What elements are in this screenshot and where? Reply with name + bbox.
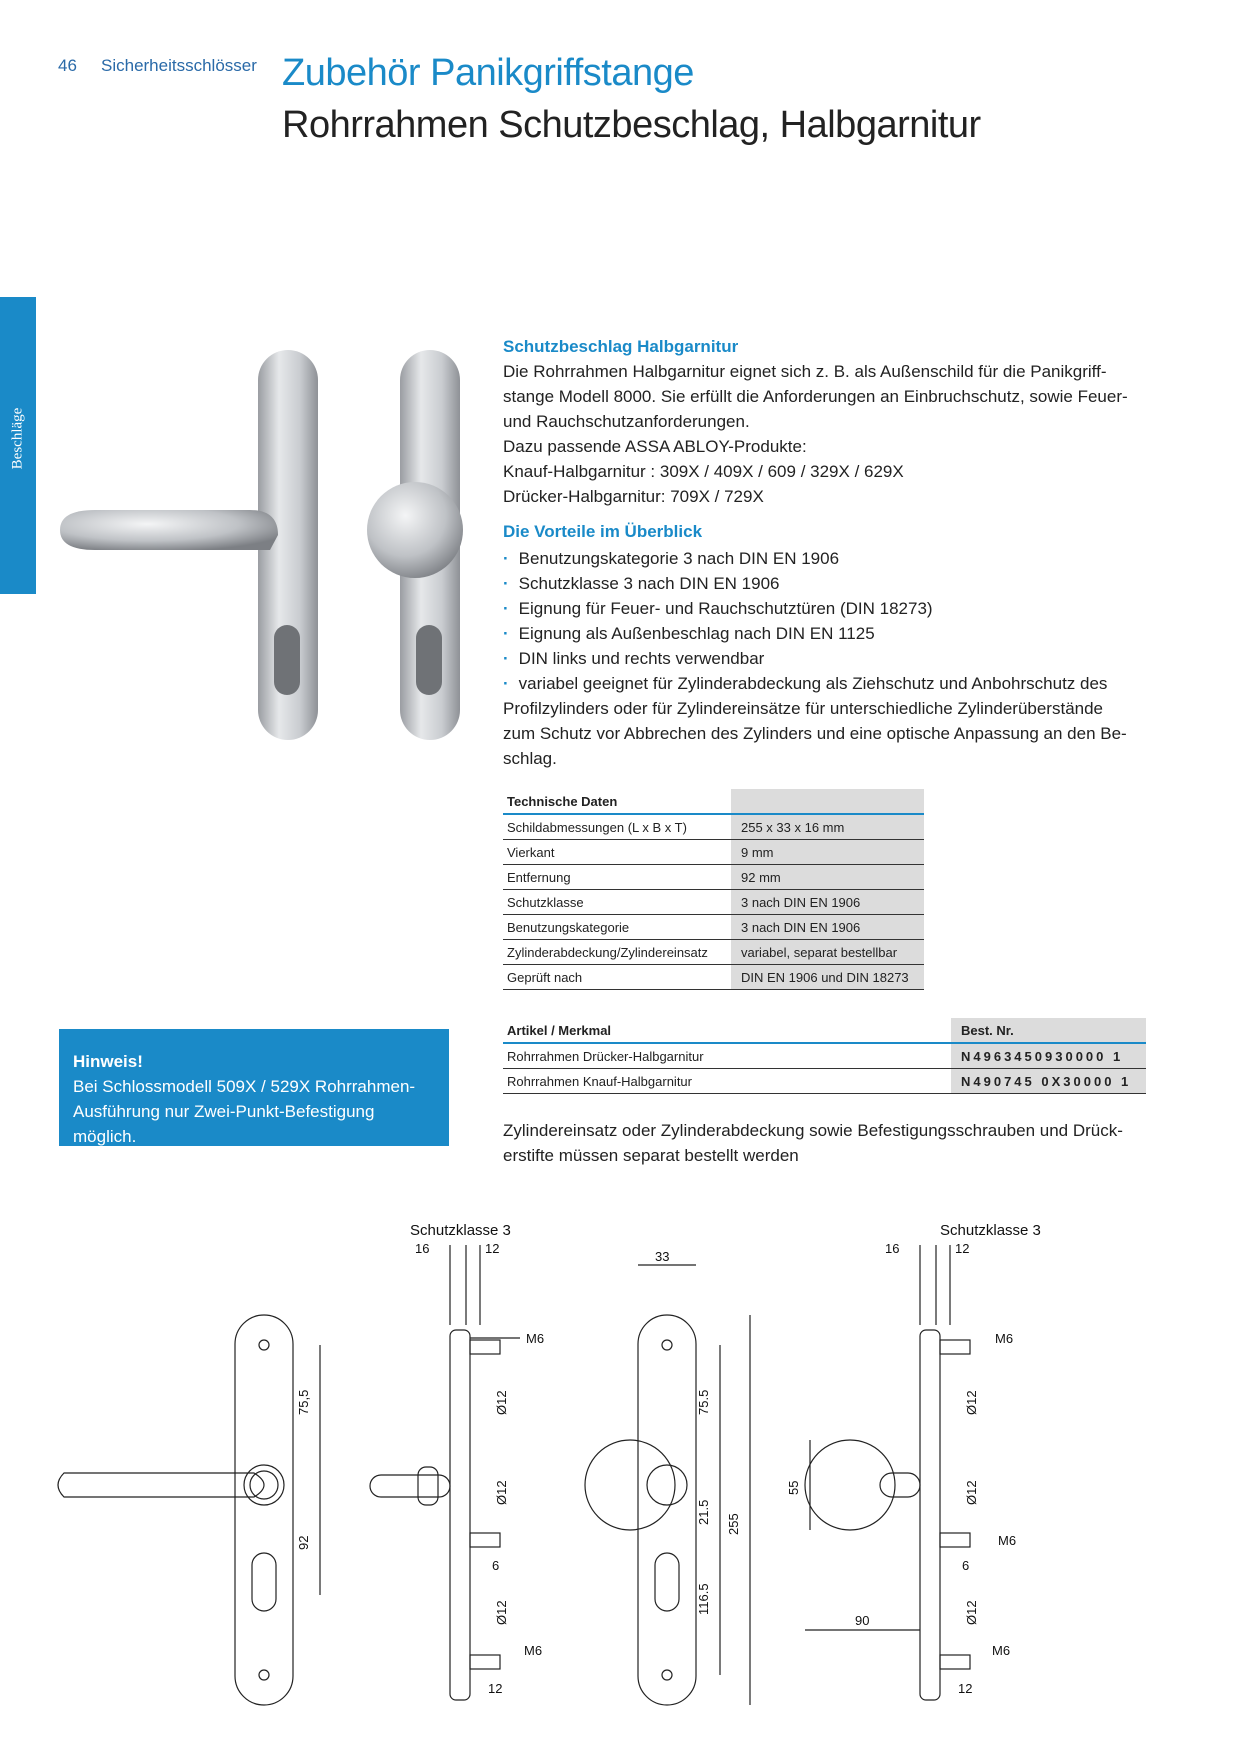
- svg-text:21.5: 21.5: [696, 1499, 711, 1525]
- svg-text:M6: M6: [995, 1331, 1014, 1346]
- drawing-label-right: Schutzklasse 3: [940, 1222, 1041, 1239]
- table-header-value: Best. Nr.: [951, 1018, 1146, 1043]
- side-tab-label: Beschläge: [9, 407, 26, 470]
- lever-plate-front: [235, 1315, 293, 1705]
- svg-text:M6: M6: [992, 1643, 1011, 1658]
- table-row: Schildabmessungen (L x B x T) 255 x 33 x 16 mm: [503, 814, 924, 840]
- lever-handle: [60, 510, 278, 550]
- tech-data-table: [503, 789, 924, 990]
- table-header-label: Artikel / Merkmal: [503, 1018, 951, 1043]
- intro-block: [503, 334, 1143, 509]
- knob-plate-side: [920, 1330, 940, 1700]
- lever-plate-side: [450, 1330, 470, 1700]
- list-item: · variabel geeignet für Zylinderabdeckung als Ziehschutz und Anbohrschutz des: [503, 671, 1143, 696]
- table-header: [503, 789, 924, 814]
- table-row: Rohrrahmen Knauf-Halbgarnitur N490745 0X30000 1: [503, 1069, 1146, 1094]
- table-row: Entfernung 92 mm: [503, 865, 924, 890]
- intro-line: Dazu passende ASSA ABLOY-Produkte:: [503, 437, 807, 456]
- intro-line: Die Rohrrahmen Halbgarnitur eignet sich z. B. als Außenschild für die Panikgriff-: [503, 362, 1107, 381]
- svg-text:M6: M6: [524, 1643, 543, 1658]
- list-item-continuation: zum Schutz vor Abbrechen des Zylinders und eine optische Anpassung an den Be-: [503, 724, 1127, 743]
- svg-text:12: 12: [488, 1681, 503, 1696]
- note-line: Bei Schlossmodell 509X / 529X Rohrrahmen-: [73, 1077, 416, 1096]
- section-label: Sicherheitsschlösser: [101, 56, 257, 75]
- benefits-block: [503, 522, 1143, 771]
- list-item: · DIN links und rechts verwendbar: [503, 646, 1143, 671]
- svg-text:116.5: 116.5: [696, 1583, 711, 1615]
- list-item: · Eignung für Feuer- und Rauchschutztüren (DIN 18273): [503, 596, 1143, 621]
- product-photo: [40, 325, 480, 745]
- note-line: Ausführung nur Zwei-Punkt-Befestigung möglich.: [73, 1102, 375, 1146]
- table-row: Benutzungskategorie 3 nach DIN EN 1906: [503, 915, 924, 940]
- page-title: Zubehör Panikgriffstange: [282, 52, 694, 94]
- svg-text:6: 6: [962, 1558, 970, 1573]
- svg-text:12: 12: [485, 1241, 500, 1256]
- svg-text:33: 33: [655, 1249, 670, 1264]
- technical-drawing: [40, 1215, 1120, 1715]
- intro-line: Knauf-Halbgarnitur : 309X / 409X / 609 / 329X / 629X: [503, 462, 904, 481]
- svg-text:Ø12: Ø12: [964, 1390, 979, 1415]
- page-subtitle: Rohrrahmen Schutzbeschlag, Halbgarnitur: [282, 104, 981, 146]
- knob-cylinder-hole: [416, 625, 442, 695]
- svg-text:12: 12: [955, 1241, 970, 1256]
- footnote-line: erstifte müssen separat bestellt werden: [503, 1146, 799, 1165]
- svg-text:Ø12: Ø12: [494, 1390, 509, 1415]
- lever-handle-front: [58, 1473, 264, 1497]
- page-number: 46: [58, 56, 77, 75]
- note-title: Hinweis!: [73, 1052, 143, 1071]
- svg-text:16: 16: [885, 1241, 900, 1256]
- svg-text:255: 255: [726, 1513, 741, 1535]
- svg-text:16: 16: [415, 1241, 430, 1256]
- list-item: · Benutzungskategorie 3 nach DIN EN 1906: [503, 546, 1143, 571]
- knob-front: [585, 1440, 675, 1530]
- note-box: [59, 1029, 449, 1146]
- svg-text:92: 92: [296, 1535, 311, 1550]
- table-row: Geprüft nach DIN EN 1906 und DIN 18273: [503, 965, 924, 990]
- svg-text:6: 6: [492, 1558, 500, 1573]
- list-item: · Schutzklasse 3 nach DIN EN 1906: [503, 571, 1143, 596]
- drawing-label-left: Schutzklasse 3: [410, 1222, 511, 1239]
- svg-text:Ø12: Ø12: [494, 1600, 509, 1625]
- lever-cylinder-hole: [274, 625, 300, 695]
- svg-text:12: 12: [958, 1681, 973, 1696]
- intro-line: Drücker-Halbgarnitur: 709X / 729X: [503, 487, 764, 506]
- svg-text:M6: M6: [526, 1331, 545, 1346]
- intro-line: stange Modell 8000. Sie erfüllt die Anforderungen an Einbruchschutz, sowie Feuer-: [503, 387, 1128, 406]
- table-header-label: Technische Daten: [503, 789, 731, 814]
- table-row: Rohrrahmen Drücker-Halbgarnitur N4963450930000 1: [503, 1043, 1146, 1069]
- list-item: · Eignung als Außenbeschlag nach DIN EN 1125: [503, 621, 1143, 646]
- list-item-continuation: Profilzylinders oder für Zylindereinsätze für unterschiedliche Zylinderüberstände: [503, 699, 1104, 718]
- table-row: Schutzklasse 3 nach DIN EN 1906: [503, 890, 924, 915]
- svg-text:Ø12: Ø12: [964, 1600, 979, 1625]
- table-row: Vierkant 9 mm: [503, 840, 924, 865]
- list-item-continuation: schlag.: [503, 749, 557, 768]
- intro-heading: Schutzbeschlag Halbgarnitur: [503, 337, 739, 356]
- svg-text:75.5: 75.5: [696, 1389, 711, 1415]
- article-table: [503, 1018, 1146, 1094]
- svg-text:75,5: 75,5: [296, 1389, 311, 1415]
- table-row: Zylinderabdeckung/Zylindereinsatz variabel, separat bestellbar: [503, 940, 924, 965]
- table-header: [503, 1018, 1146, 1043]
- footnote-line: Zylindereinsatz oder Zylinderabdeckung sowie Befestigungsschrauben und Drück-: [503, 1121, 1123, 1140]
- benefits-heading: Die Vorteile im Überblick: [503, 522, 703, 541]
- benefits-list: [503, 546, 1143, 696]
- intro-line: und Rauchschutzanforderungen.: [503, 412, 750, 431]
- svg-text:Ø12: Ø12: [964, 1480, 979, 1505]
- svg-text:M6: M6: [998, 1533, 1017, 1548]
- svg-text:90: 90: [855, 1613, 870, 1628]
- knob: [367, 482, 463, 578]
- footnote: [503, 1118, 1143, 1168]
- svg-text:Ø12: Ø12: [494, 1480, 509, 1505]
- svg-text:55: 55: [786, 1480, 801, 1495]
